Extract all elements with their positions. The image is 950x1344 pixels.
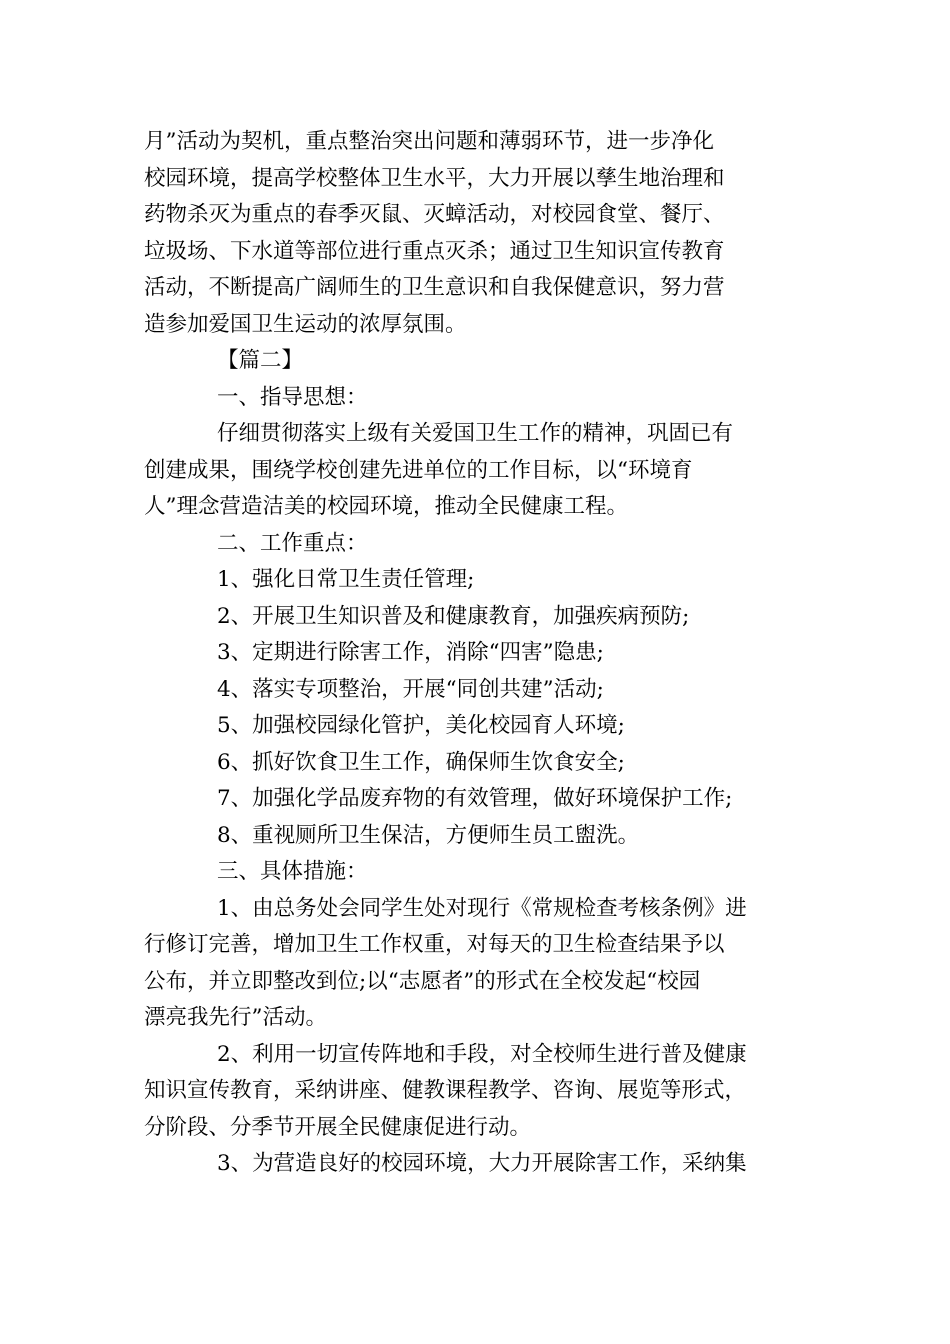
text-line: 校园环境，提高学校整体卫生水平，大力开展以孳生地治理和 bbox=[144, 165, 725, 191]
text-line: 5、加强校园绿化管护，美化校园育人环境; bbox=[217, 713, 625, 738]
text-line: 2、开展卫生知识普及和健康教育，加强疾病预防; bbox=[217, 603, 690, 629]
text-line: 漂亮我先行”活动。 bbox=[144, 1005, 327, 1030]
document-body bbox=[144, 124, 808, 1183]
text-line: 公布，并立即整改到位;以“志愿者”的形式在全校发起“校园 bbox=[144, 968, 701, 994]
text-line: 4、落实专项整治，开展“同创共建”活动; bbox=[217, 676, 604, 702]
text-line: 月”活动为契机，重点整治突出问题和薄弱环节，进一步净化 bbox=[144, 129, 714, 154]
text-line: 1、由总务处会同学生处对现行《常规检查考核条例》进 bbox=[217, 895, 747, 921]
text-line: 1、强化日常卫生责任管理; bbox=[217, 567, 475, 592]
text-line: 人”理念营造洁美的校园环境，推动全民健康工程。 bbox=[144, 494, 628, 519]
text-line: 二、工作重点： bbox=[217, 530, 368, 556]
text-line: 行修订完善，增加卫生工作权重，对每天的卫生检查结果予以 bbox=[144, 932, 725, 957]
text-line: 仔细贯彻落实上级有关爱国卫生工作的精神，巩固已有 bbox=[217, 421, 734, 446]
text-line: 造参加爱国卫生运动的浓厚氛围。 bbox=[144, 311, 467, 337]
text-line: 2、利用一切宣传阵地和手段，对全校师生进行普及健康 bbox=[217, 1041, 747, 1067]
text-line: 三、具体措施： bbox=[217, 859, 368, 884]
text-line: 垃圾场、下水道等部位进行重点灭杀；通过卫生知识宣传教育 bbox=[144, 238, 725, 264]
text-line: 分阶段、分季节开展全民健康促进行动。 bbox=[144, 1114, 532, 1140]
text-line: 3、为营造良好的校园环境，大力开展除害工作，采纳集 bbox=[217, 1151, 747, 1176]
text-line: 一、指导思想： bbox=[217, 384, 368, 410]
text-line: 6、抓好饮食卫生工作，确保师生饮食安全; bbox=[217, 749, 625, 775]
text-line: 8、重视厕所卫生保洁，方便师生员工盥洗。 bbox=[217, 822, 640, 848]
text-line: 知识宣传教育，采纳讲座、健教课程教学、咨询、展览等形式， bbox=[144, 1078, 747, 1103]
text-line: 创建成果，围绕学校创建先进单位的工作目标，以“环境育 bbox=[144, 457, 693, 483]
text-line: 【篇二】 bbox=[217, 348, 304, 373]
text-line: 7、加强化学品废弃物的有效管理，做好环境保护工作; bbox=[217, 786, 733, 811]
text-line: 3、定期进行除害工作，消除“四害”隐患; bbox=[217, 640, 604, 665]
text-line: 药物杀灭为重点的春季灭鼠、灭蟑活动，对校园食堂、餐厅、 bbox=[144, 202, 725, 227]
text-line: 活动，不断提高广阔师生的卫生意识和自我保健意识，努力营 bbox=[144, 275, 725, 300]
